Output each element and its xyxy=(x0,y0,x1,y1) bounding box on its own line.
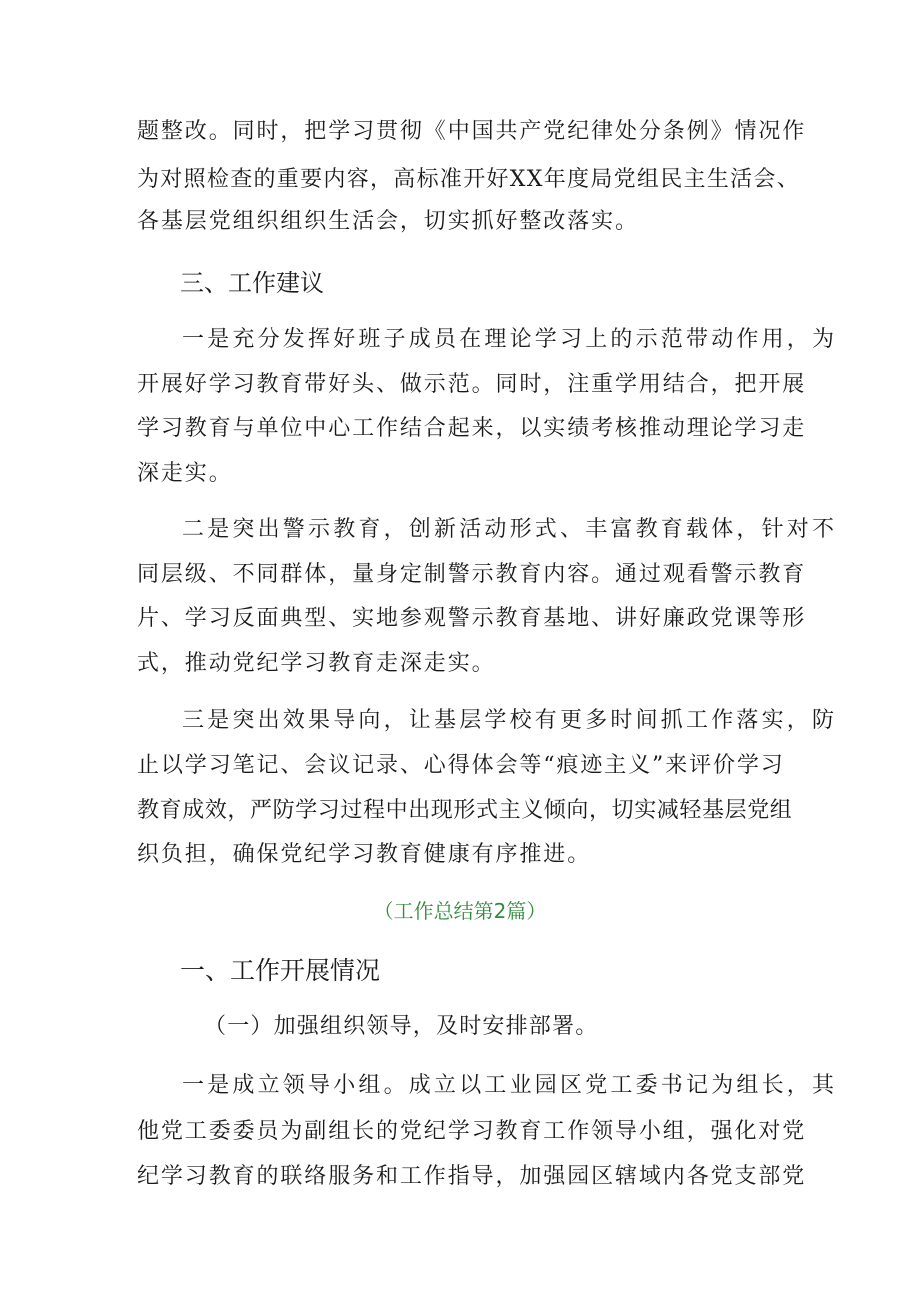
sub-heading-organization: （一）加强组织领导，及时安排部署。 xyxy=(204,1014,599,1039)
text-line: 学习教育与单位中心工作结合起来，以实绩考核推动理论学习走 xyxy=(137,416,807,441)
text-line: 止以学习笔记、会议记录、心得体会等“痕迹主义”来评价学习 xyxy=(137,753,785,778)
text-line: 各基层党组织组织生活会，切实抓好整改落实。 xyxy=(137,209,639,234)
text-line: 片、学习反面典型、实地参观警示教育基地、讲好廉政党课等形 xyxy=(137,606,807,631)
text-line: 纪学习教育的联络服务和工作指导，加强园区辖域内各党支部党 xyxy=(137,1164,807,1189)
text-line: 三是突出效果导向，让基层学校有更多时间抓工作落实，防 xyxy=(182,708,838,733)
text-line: 同层级、不同群体，量身定制警示教育内容。通过观看警示教育 xyxy=(137,562,807,587)
text-line: 深走实。 xyxy=(137,461,233,486)
text-line: 二是突出警示教育，创新活动形式、丰富教育载体，针对不 xyxy=(182,517,838,542)
text-line: 开展好学习教育带好头、做示范。同时，注重学用结合，把开展 xyxy=(137,372,807,397)
text-line: 为对照检查的重要内容，高标准开好XX年度局党组民主生活会、 xyxy=(137,167,801,192)
document-subtitle: （工作总结第2篇） xyxy=(373,899,547,923)
text-line: 一是成立领导小组。成立以工业园区党工委书记为组长，其 xyxy=(182,1073,838,1098)
section-heading-work-progress: 一、工作开展情况 xyxy=(180,956,381,985)
text-line: 教育成效，严防学习过程中出现形式主义倾向，切实减轻基层党组 xyxy=(137,798,793,823)
text-line: 一是充分发挥好班子成员在理论学习上的示范带动作用，为 xyxy=(182,327,838,352)
section-heading-work-suggestions: 三、工作建议 xyxy=(180,269,324,297)
text-line: 题整改。同时，把学习贯彻《中国共产党纪律处分条例》情况作 xyxy=(137,119,807,144)
text-line: 织负担，确保党纪学习教育健康有序推进。 xyxy=(137,842,592,867)
text-line: 式，推动党纪学习教育走深走实。 xyxy=(137,651,496,676)
text-line: 他党工委委员为副组长的党纪学习教育工作领导小组，强化对党 xyxy=(137,1119,807,1144)
